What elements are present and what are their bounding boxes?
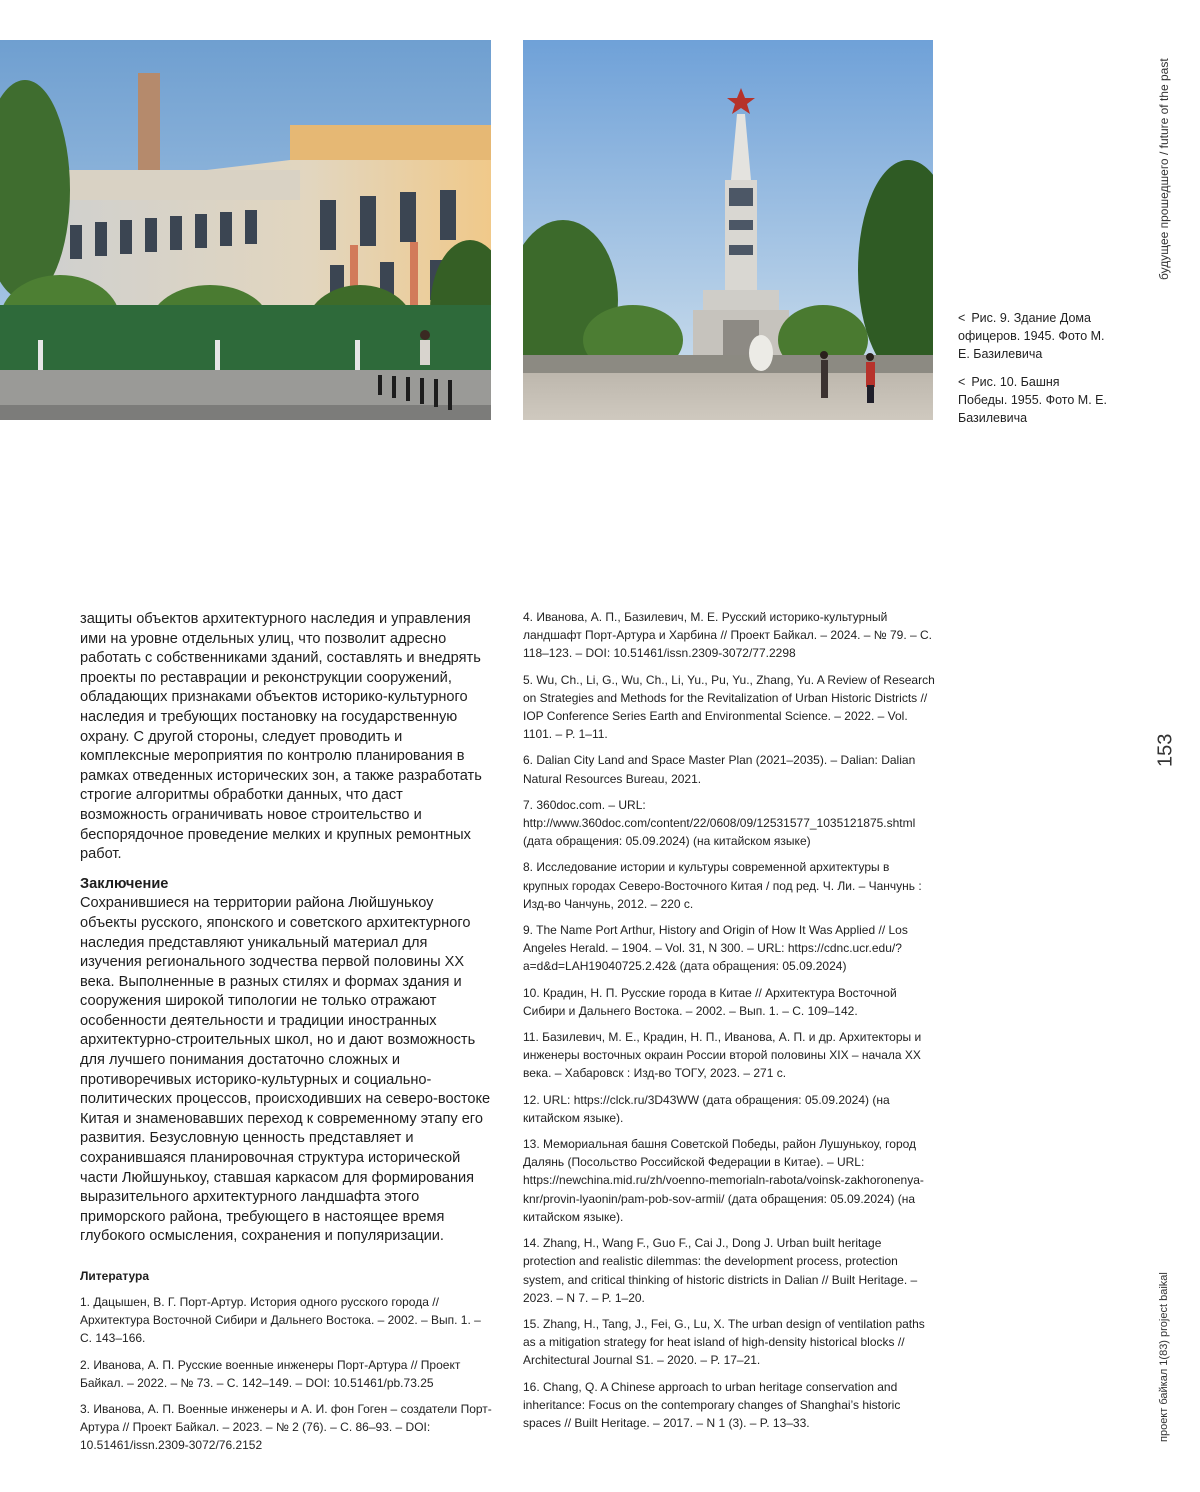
caption-arrow-icon: <: [958, 311, 966, 325]
reference-item: 9. The Name Port Arthur, History and Origin of How It Was Applied // Los Angeles Herald. – 1904. – Vol. 31, N 300. – URL: https://cdnc.ucr.edu/?a=d&d=LAH19040725.2.42& (дата обращения: 05.09.2024): [523, 923, 908, 974]
caption-arrow-icon: <: [958, 375, 966, 389]
reference-item: 16. Chang, Q. A Chinese approach to urban heritage conservation and inheritance: Focus on the contemporary changes of Shanghai’s historic spaces // Built Heritage. – 2017. – N 1 (3). – P. 13–33.: [523, 1379, 901, 1430]
running-section-title: будущее прошедшего / future of the past: [1157, 58, 1171, 280]
reference-item: 15. Zhang, H., Tang, J., Fei, G., Lu, X. The urban design of ventilation paths as a mitigation strategy for heat island of high-density historical blocks // Architectural Journal S1. – 2020. – P. 17–21.: [523, 1316, 925, 1368]
reference-item: 12. URL: https://clck.ru/3D43WW (дата обращения: 05.09.2024) (на китайском языке).: [523, 1092, 890, 1125]
photo-victory-tower: [523, 40, 933, 420]
reference-item: 1. Дацышен, В. Г. Порт-Артур. История одного русского города // Архитектура Восточной Сибири и Дальнего Востока. – 2002. – Вып. 1. – С. 143–166.: [80, 1295, 481, 1346]
reference-item: 10. Крадин, Н. П. Русские города в Китае // Архитектура Восточной Сибири и Дальнего Востока. – 2002. – Вып. 1. – С. 109–142.: [523, 985, 897, 1018]
figure-captions: [958, 309, 1108, 437]
literature-heading: Литература: [80, 1269, 150, 1283]
reference-item: 14. Zhang, H., Wang F., Guo F., Cai J., Dong J. Urban built heritage protection and realistic dilemmas: the development process, protection system, and critical thinking of historic districts in Dalian // Built Heritage. – 2023. – N 7. – P. 1–20.: [523, 1236, 918, 1305]
reference-item: 4. Иванова, А. П., Базилевич, М. Е. Русский историко-культурный ландшафт Порт-Артура и Харбина // Проект Байкал. – 2024. – № 79. – С. 118–123. – DOI: 10.51461/issn.2309-3072/77.2298: [523, 610, 933, 661]
conclusion-heading: Заключение: [80, 875, 169, 892]
article-right-column: [523, 608, 935, 1440]
references-right: [523, 608, 935, 1432]
reference-item: 2. Иванова, А. П. Русские военные инженеры Порт-Артура // Проект Байкал. – 2022. – № 73. – С. 142–149. – DOI: 10.51461/pb.73.25: [80, 1357, 461, 1390]
reference-item: 6. Dalian City Land and Space Master Plan (2021–2035). – Dalian: Dalian Natural Resources Bureau, 2021.: [523, 753, 916, 786]
journal-footer: проект байкал 1(83) project baikal: [1158, 1272, 1170, 1442]
reference-item: 5. Wu, Ch., Li, G., Wu, Ch., Li, Yu., Pu, Yu., Zhang, Yu. A Review of Research on Strategies and Methods for the Revitalization of Urban Historic Districts // IOP Conference Series Earth and Environmental Science. – 2022. – Vol. 1101. – P. 1–11.: [523, 672, 935, 742]
reference-item: 8. Исследование истории и культуры современной архитектуры в крупных городах Северо-Восточного Китая / под ред. Ч. Ли. – Чанчунь : Изд-во Чанчунь, 2012. – 220 с.: [523, 860, 922, 911]
photo-officers-house: [0, 40, 491, 420]
references-left: [80, 1293, 492, 1455]
caption-fig-9: [958, 309, 1108, 363]
caption-text: Рис. 10. Башня Победы. 1955. Фото М. Е. Базилевича: [958, 375, 1107, 425]
reference-item: 3. Иванова, А. П. Военные инженеры и А. И. фон Гоген – создатели Порт-Артура // Проект Байкал. – 2023. – № 2 (76). – С. 86–93. – DOI: 10.51461/issn.2309-3072/76.2152: [80, 1402, 492, 1453]
conclusion-paragraph: Сохранившиеся на территории района Люйшунькоу объекты русского, японского и советского архитектурного наследия представляют уникальный материал для изучения регионального зодчества первой половины XX века. Выполненные в разных стилях и формах здания и сооружения широкой типологии не только отражают особенности деятельности и традиции иностранных архитектурно-строительных школ, но и дают возможность для лучшего понимания достаточно сложных и противоречивых историко-культурных и социально-политических процессов, происходивших на северо-востоке Китая и знаменовавших переход к современному этапу его развития. Безусловную ценность представляет и сохранившаяся планировочная структура исторической части Люйшунькоу, ставшая каркасом для формирования выразительного архитектурного ландшафта этого приморского района, требующего в настоящее время глубокого осмысления, сохранения и популяризации.: [80, 895, 491, 1245]
caption-text: Рис. 9. Здание Дома офицеров. 1945. Фото М. Е. Базилевича: [958, 311, 1105, 361]
page-number: 153: [1154, 733, 1177, 767]
caption-fig-10: [958, 373, 1108, 427]
reference-item: 13. Мемориальная башня Советской Победы, район Лушунькоу, город Далянь (Посольство Российской Федерации в Китае). – URL: https://newchina.mid.ru/zh/voenno-memorialn-rabota/voinsk-zakhoronenya-knr/provin-lyaonin/pam-pob-sov-armii/ (дата обращения: 05.09.2024) (на китайском языке).: [523, 1137, 924, 1224]
reference-item: 11. Базилевич, М. Е., Крадин, Н. П., Иванова, А. П. и др. Архитекторы и инженеры восточных окраин России второй половины XIX – начала XX века. – Хабаровск : Изд-во ТОГУ, 2023. – 271 с.: [523, 1030, 922, 1081]
article-left-column: [80, 610, 492, 1463]
reference-item: 7. 360doc.com. – URL: http://www.360doc.com/content/22/0608/09/12531577_1035121875.shtml (дата обращения: 05.09.2024) (на китайском языке): [523, 797, 916, 849]
intro-paragraph: защиты объектов архитектурного наследия и управления ими на уровне отдельных улиц, что позволит адресно работать с собственниками зданий, составлять и внедрять проекты по реставрации и реконструкции сооружений, обладающих признаками объектов историко-культурного наследия и требующих постановку на государственную охрану. С другой стороны, следует проводить и комплексные мероприятия по контролю планирования в рамках отведенных исторических зон, а также разработать строгие алгоритмы обработки данных, что даст возможность ограничивать новое строительство и беспорядочное проведение мелких и крупных ремонтных работ.: [80, 611, 482, 863]
